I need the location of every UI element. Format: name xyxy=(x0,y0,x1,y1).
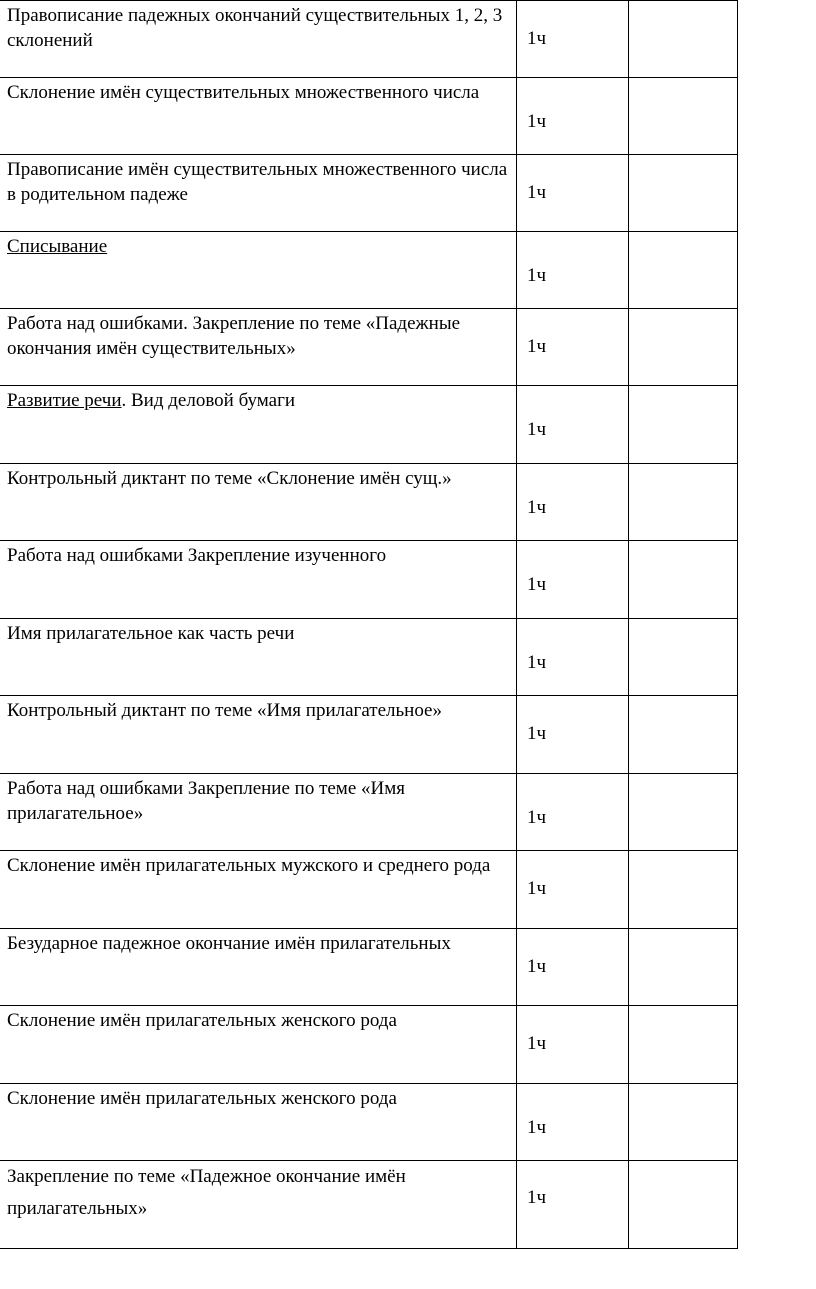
table-row xyxy=(0,78,738,155)
hours-cell xyxy=(516,386,628,463)
hours-cell xyxy=(516,929,628,1005)
notes-cell xyxy=(628,619,738,695)
hours-value: 1ч xyxy=(527,956,547,977)
hours-cell xyxy=(516,851,628,928)
hours-cell xyxy=(516,1084,628,1160)
notes-cell xyxy=(628,1161,738,1248)
topic-cell: Имя прилагательное как часть речи xyxy=(7,623,295,644)
notes-cell xyxy=(628,78,738,154)
notes-cell xyxy=(628,851,738,928)
hours-value: 1ч xyxy=(527,574,547,595)
notes-cell xyxy=(628,1,738,77)
table-row xyxy=(0,1,738,78)
notes-cell xyxy=(628,1006,738,1083)
notes-cell xyxy=(628,464,738,540)
hours-cell xyxy=(516,1,628,77)
hours-value: 1ч xyxy=(527,111,547,132)
notes-cell xyxy=(628,929,738,1005)
hours-value: 1ч xyxy=(527,1187,547,1208)
topic-underlined-text: Списывание xyxy=(7,236,108,257)
hours-cell xyxy=(516,78,628,154)
hours-cell xyxy=(516,1006,628,1083)
hours-value: 1ч xyxy=(527,497,547,518)
hours-value: 1ч xyxy=(527,265,547,286)
notes-cell xyxy=(628,774,738,850)
hours-cell xyxy=(516,309,628,385)
topic-cell: Работа над ошибками Закрепление изученного xyxy=(7,545,387,566)
topic-underlined-text: Развитие речи xyxy=(7,390,122,411)
table-row xyxy=(0,309,738,386)
notes-cell xyxy=(628,1084,738,1160)
topic-rest-text: . Вид деловой бумаги xyxy=(121,390,296,411)
notes-cell xyxy=(628,232,738,308)
hours-cell xyxy=(516,232,628,308)
notes-cell xyxy=(628,386,738,463)
topic-cell: Закрепление по теме «Падежное окончание имён прилагательных» xyxy=(7,1166,406,1219)
hours-value: 1ч xyxy=(527,182,547,203)
notes-cell xyxy=(628,309,738,385)
hours-cell xyxy=(516,696,628,773)
topic-cell: Работа над ошибками Закрепление по теме «Имя прилагательное» xyxy=(7,778,405,824)
hours-cell xyxy=(516,774,628,850)
table-row xyxy=(0,1006,738,1084)
table-row xyxy=(0,696,738,774)
notes-cell xyxy=(628,155,738,231)
topic-cell xyxy=(0,232,516,308)
topic-cell: Склонение имён прилагательных женского рода xyxy=(7,1088,397,1109)
topic-cell: Правописание падежных окончаний существительных 1, 2, 3 склонений xyxy=(7,5,503,51)
hours-cell xyxy=(516,541,628,618)
table-row xyxy=(0,155,738,232)
topic-cell: Склонение имён прилагательных мужского и среднего рода xyxy=(7,855,491,876)
hours-value: 1ч xyxy=(527,878,547,899)
hours-value: 1ч xyxy=(527,807,547,828)
hours-value: 1ч xyxy=(527,1117,547,1138)
hours-value: 1ч xyxy=(527,419,547,440)
hours-value: 1ч xyxy=(527,28,547,49)
topic-cell: Безударное падежное окончание имён прилагательных xyxy=(7,933,451,954)
table-row xyxy=(0,386,738,464)
table-row xyxy=(0,851,738,929)
notes-cell xyxy=(628,696,738,773)
notes-cell xyxy=(628,541,738,618)
table-row xyxy=(0,774,738,851)
topic-cell xyxy=(0,386,516,463)
table-row xyxy=(0,929,738,1006)
table-row xyxy=(0,619,738,696)
topic-cell: Склонение имён существительных множественного числа xyxy=(7,82,480,103)
hours-cell xyxy=(516,464,628,540)
table-row xyxy=(0,464,738,541)
table-row xyxy=(0,1161,738,1249)
table-row xyxy=(0,541,738,619)
topic-cell: Работа над ошибками. Закрепление по теме «Падежные окончания имён существительных» xyxy=(7,313,461,359)
topic-cell: Склонение имён прилагательных женского рода xyxy=(7,1010,397,1031)
hours-value: 1ч xyxy=(527,1033,547,1054)
hours-cell xyxy=(516,155,628,231)
hours-cell xyxy=(516,619,628,695)
table-row xyxy=(0,232,738,309)
topic-cell: Контрольный диктант по теме «Имя прилагательное» xyxy=(7,700,442,721)
hours-value: 1ч xyxy=(527,336,547,357)
hours-value: 1ч xyxy=(527,652,547,673)
table-row xyxy=(0,1084,738,1161)
hours-cell xyxy=(516,1161,628,1248)
topic-cell: Контрольный диктант по теме «Склонение имён сущ.» xyxy=(7,468,452,489)
hours-value: 1ч xyxy=(527,723,547,744)
topic-cell: Правописание имён существительных множественного числа в родительном падеже xyxy=(7,159,508,205)
